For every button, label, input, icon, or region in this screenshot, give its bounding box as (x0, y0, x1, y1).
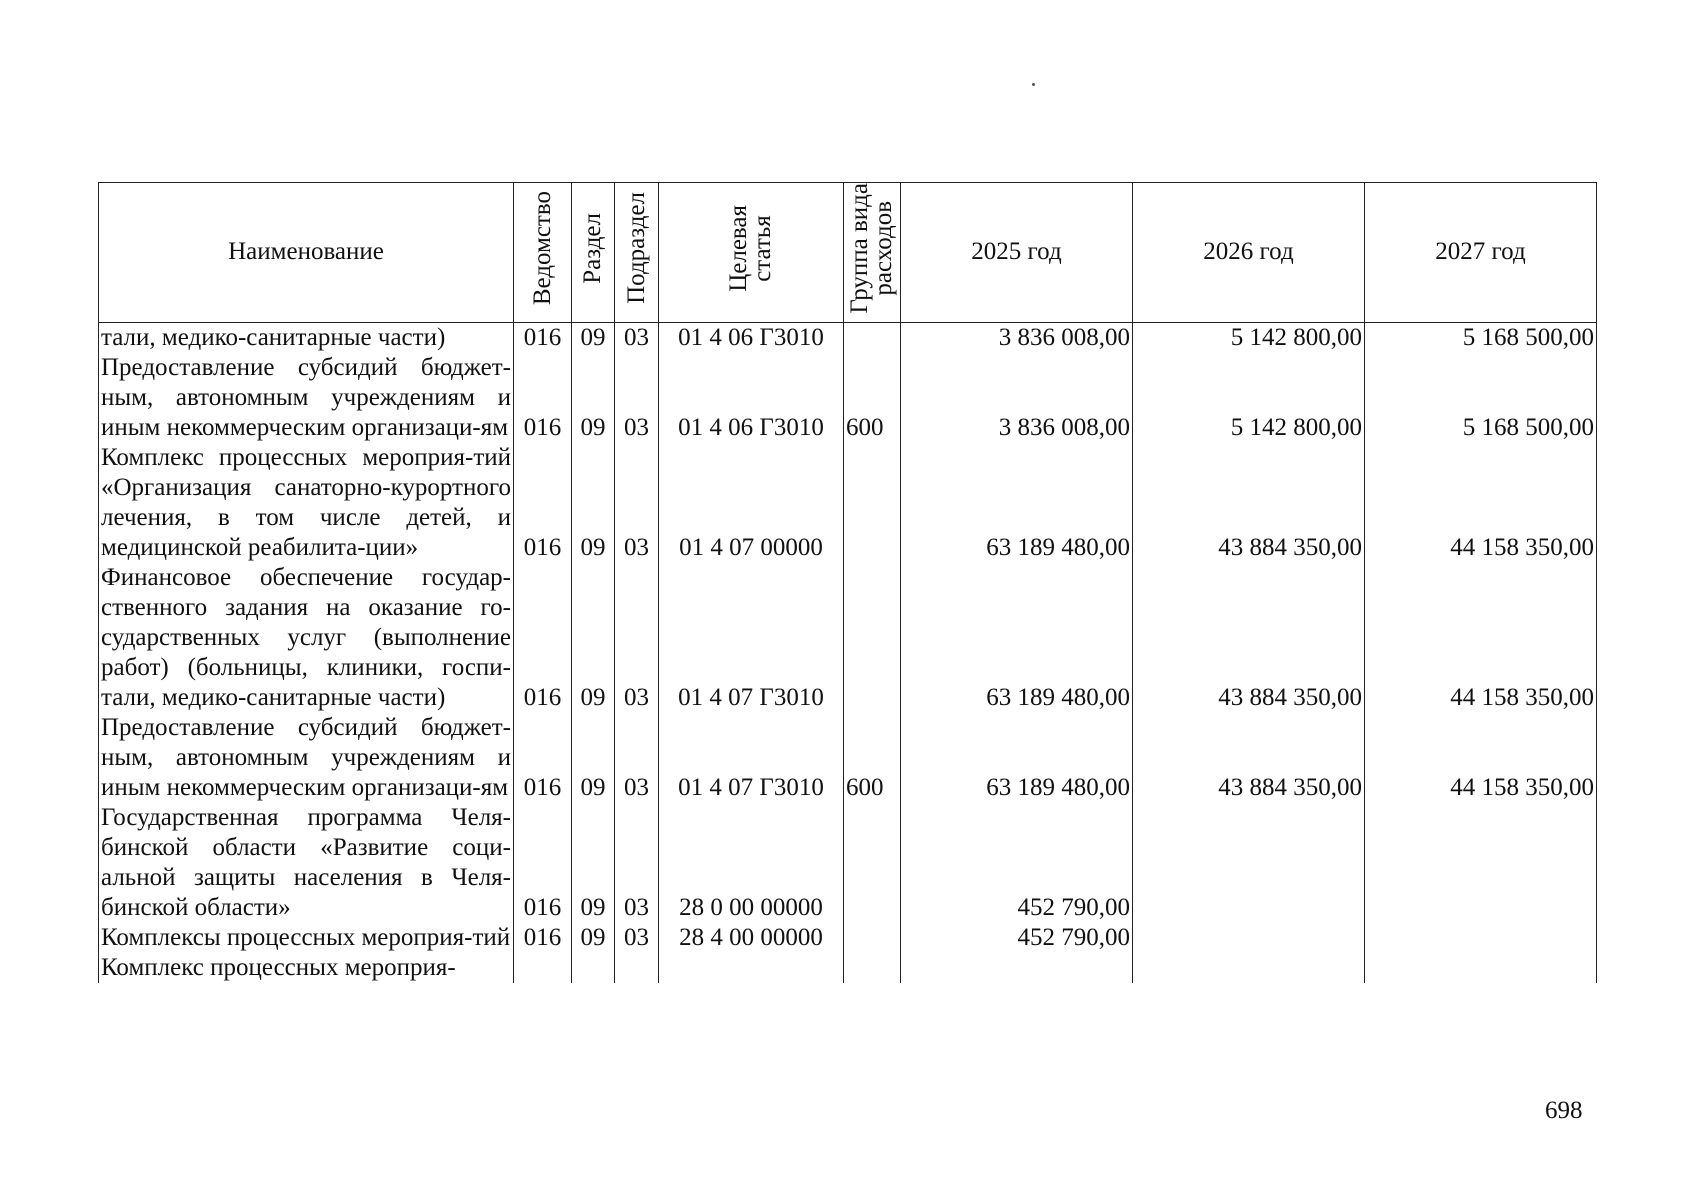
row-amount-2026: 43 884 350,00 (1133, 563, 1365, 713)
row-subsection: 03 (615, 803, 659, 923)
row-section: 09 (572, 563, 615, 713)
row-department (514, 953, 572, 983)
row-amount-2025: 63 189 480,00 (901, 563, 1133, 713)
row-department: 016 (514, 713, 572, 803)
table-row (99, 923, 1597, 953)
row-subsection: 03 (615, 353, 659, 443)
row-subsection: 03 (615, 563, 659, 713)
row-amount-2026 (1133, 923, 1365, 953)
header-subsection: Подраздел (622, 192, 650, 305)
row-amount-2027 (1365, 803, 1597, 923)
header-department: Ведомство (528, 191, 556, 306)
row-expense-group (844, 923, 901, 953)
row-section (572, 953, 615, 983)
row-expense-group: 600 (844, 353, 901, 443)
row-name: Комплексы процессных мероприя-тий (99, 923, 514, 953)
row-amount-2026: 43 884 350,00 (1133, 713, 1365, 803)
row-name: Комплекс процессных мероприя- (99, 953, 514, 983)
table-row (99, 563, 1597, 713)
row-expense-group (844, 443, 901, 563)
row-amount-2026 (1133, 803, 1365, 923)
header-target-article: Целевая статья (725, 204, 776, 292)
table-header-row (99, 183, 1597, 323)
table-row (99, 443, 1597, 563)
row-amount-2026: 5 142 800,00 (1133, 322, 1365, 353)
row-amount-2027: 44 158 350,00 (1365, 563, 1597, 713)
row-subsection: 03 (615, 322, 659, 353)
budget-table (98, 182, 1597, 983)
table-row (99, 322, 1597, 353)
row-section: 09 (572, 803, 615, 923)
row-department: 016 (514, 322, 572, 353)
row-amount-2026: 5 142 800,00 (1133, 353, 1365, 443)
row-name: Предоставление субсидий бюджет-ным, автономным учреждениям и иным некоммерческим организаци-ям (99, 353, 514, 443)
row-section: 09 (572, 713, 615, 803)
row-department: 016 (514, 923, 572, 953)
row-name: Государственная программа Челя-бинской области «Развитие соци-альной защиты населения в Челя-бинской области» (99, 803, 514, 923)
row-name: Комплекс процессных мероприя-тий «Организация санаторно-курортного лечения, в том числе детей, и медицинской реабилита-ции» (99, 443, 514, 563)
row-amount-2027: 5 168 500,00 (1365, 353, 1597, 443)
table-row (99, 713, 1597, 803)
row-target-article (659, 953, 844, 983)
row-section: 09 (572, 322, 615, 353)
scan-speck (1032, 83, 1035, 86)
row-amount-2027: 5 168 500,00 (1365, 322, 1597, 353)
row-amount-2025 (901, 953, 1133, 983)
row-name: тали, медико-санитарные части) (99, 322, 514, 353)
header-name: Наименование (99, 183, 514, 323)
row-expense-group: 600 (844, 713, 901, 803)
row-subsection: 03 (615, 443, 659, 563)
row-department: 016 (514, 353, 572, 443)
row-expense-group (844, 803, 901, 923)
row-amount-2027: 44 158 350,00 (1365, 443, 1597, 563)
header-section: Раздел (579, 212, 606, 284)
row-target-article: 01 4 07 Г3010 (659, 563, 844, 713)
row-target-article: 01 4 07 Г3010 (659, 713, 844, 803)
row-department: 016 (514, 563, 572, 713)
row-name: Финансовое обеспечение государ-ственного задания на оказание го-сударственных услуг (выполнение работ) (больницы, клиники, госпи-тали, медико-санитарные части) (99, 563, 514, 713)
header-expense-group: Группа вида расходов (846, 183, 897, 314)
header-2026: 2026 год (1133, 183, 1365, 323)
row-expense-group (844, 563, 901, 713)
row-amount-2026: 43 884 350,00 (1133, 443, 1365, 563)
row-department: 016 (514, 803, 572, 923)
row-amount-2025: 3 836 008,00 (901, 353, 1133, 443)
table-row (99, 353, 1597, 443)
page-number: 698 (1545, 1097, 1583, 1124)
row-amount-2026 (1133, 953, 1365, 983)
row-section: 09 (572, 443, 615, 563)
row-target-article: 01 4 06 Г3010 (659, 353, 844, 443)
row-target-article: 01 4 07 00000 (659, 443, 844, 563)
row-expense-group (844, 953, 901, 983)
row-department: 016 (514, 443, 572, 563)
row-amount-2027: 44 158 350,00 (1365, 713, 1597, 803)
row-target-article: 28 4 00 00000 (659, 923, 844, 953)
row-name: Предоставление субсидий бюджет-ным, автономным учреждениям и иным некоммерческим организаци-ям (99, 713, 514, 803)
row-subsection: 03 (615, 923, 659, 953)
row-amount-2025: 452 790,00 (901, 923, 1133, 953)
row-target-article: 28 0 00 00000 (659, 803, 844, 923)
row-amount-2025: 3 836 008,00 (901, 322, 1133, 353)
row-expense-group (844, 322, 901, 353)
row-amount-2027 (1365, 953, 1597, 983)
table-row (99, 803, 1597, 923)
table-row-continued (99, 953, 1597, 983)
row-amount-2025: 452 790,00 (901, 803, 1133, 923)
row-amount-2025: 63 189 480,00 (901, 713, 1133, 803)
row-subsection: 03 (615, 713, 659, 803)
header-2027: 2027 год (1365, 183, 1597, 323)
row-target-article: 01 4 06 Г3010 (659, 322, 844, 353)
row-section: 09 (572, 923, 615, 953)
header-2025: 2025 год (901, 183, 1133, 323)
row-amount-2025: 63 189 480,00 (901, 443, 1133, 563)
row-subsection (615, 953, 659, 983)
row-amount-2027 (1365, 923, 1597, 953)
row-section: 09 (572, 353, 615, 443)
